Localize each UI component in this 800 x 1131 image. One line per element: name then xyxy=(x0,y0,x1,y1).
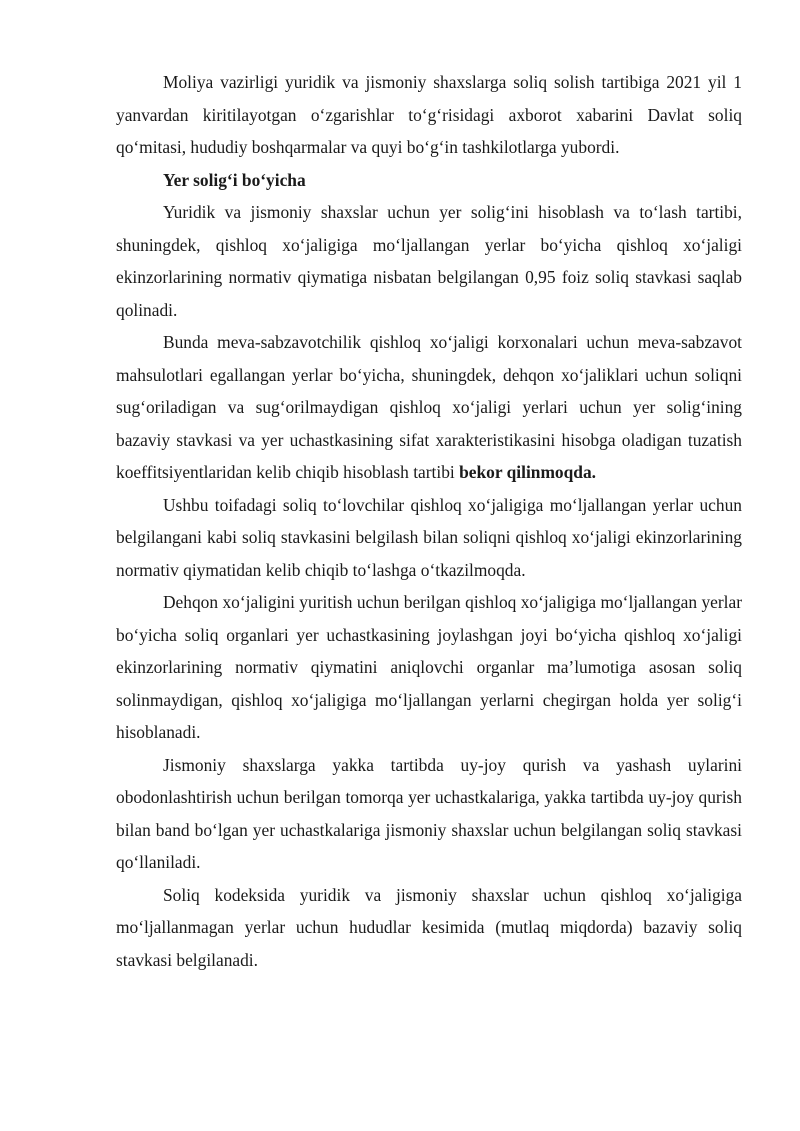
paragraph-cancellation xyxy=(116,326,742,489)
paragraph-individuals: Jismoniy shaxslarga yakka tartibda uy-joy qurish va yashash uylarini obodonlashtirish uchun berilgan tomorqa yer uchastkalariga, yakka tartibda uy-joy qurish bilan band boʻlgan yer uchastkalariga jismoniy shaxslar uchun belgilangan soliq stavkasi qoʻllaniladi. xyxy=(116,754,742,872)
document-page xyxy=(116,66,742,976)
paragraph-cancellation-text: Bunda meva-sabzavotchilik qishloq xoʻjaligi korxonalari uchun meva-sabzavot mahsulotlari egallangan yerlar boʻyicha, shuningdek, dehqon xoʻjaliklari uchun soliqni sugʻoriladigan va sugʻorilmaydigan qishloq xoʻjaligi yerlari uchun yer soligʻining bazaviy stavkasi va yer uchastkasining sifat xarakteristikasini hisobga oladigan tuzatish koeffitsiyentlaridan kelib chiqib hisoblash tartibi xyxy=(116,332,742,482)
paragraph-cancellation-bold: bekor qilinmoqda. xyxy=(459,462,597,482)
paragraph-tax-rate: Yuridik va jismoniy shaxslar uchun yer soligʻini hisoblash va toʻlash tartibi, shuningdek, qishloq xoʻjaligiga moʻljallangan yerlar boʻyicha qishloq xoʻjaligi ekinzorlarining normativ qiymatiga nisbatan belgilangan 0,95 foiz soliq stavkasi saqlab qolinadi. xyxy=(116,202,742,320)
paragraph-dehqon-farms: Dehqon xoʻjaligini yuritish uchun berilgan qishloq xoʻjaligiga moʻljallangan yerlar boʻyicha soliq organlari yer uchastkasining joylashgan joyi boʻyicha qishloq xoʻjaligi ekinzorlarining normativ qiymatini aniqlovchi organlar maʼlumotiga asosan soliq solinmaydigan, qishloq xoʻjaligiga moʻljallangan yerlarni chegirgan holda yer soligʻi hisoblanadi. xyxy=(116,592,742,742)
paragraph-intro: Moliya vazirligi yuridik va jismoniy shaxslarga soliq solish tartibiga 2021 yil 1 yanvardan kiritilayotgan oʻzgarishlar toʻgʻrisidagi axborot xabarini Davlat soliq qoʻmitasi, hududiy boshqarmalar va quyi boʻgʻin tashkilotlarga yubordi. xyxy=(116,72,742,157)
paragraph-tax-code: Soliq kodeksida yuridik va jismoniy shaxslar uchun qishloq xoʻjaligiga moʻljallanmagan yerlar uchun hududlar kesimida (mutlaq miqdorda) bazaviy soliq stavkasi belgilanadi. xyxy=(116,884,742,970)
paragraph-taxpayer-category: Ushbu toifadagi soliq toʻlovchilar qishloq xoʻjaligiga moʻljallangan yerlar uchun belgilangani kabi soliq stavkasini belgilash bilan soliqni qishloq xoʻjaligi ekinzorlarining normativ qiymatidan kelib chiqib toʻlashga oʻtkazilmoqda. xyxy=(116,494,742,580)
section-heading-land-tax: Yer soligʻi boʻyicha xyxy=(163,169,306,190)
